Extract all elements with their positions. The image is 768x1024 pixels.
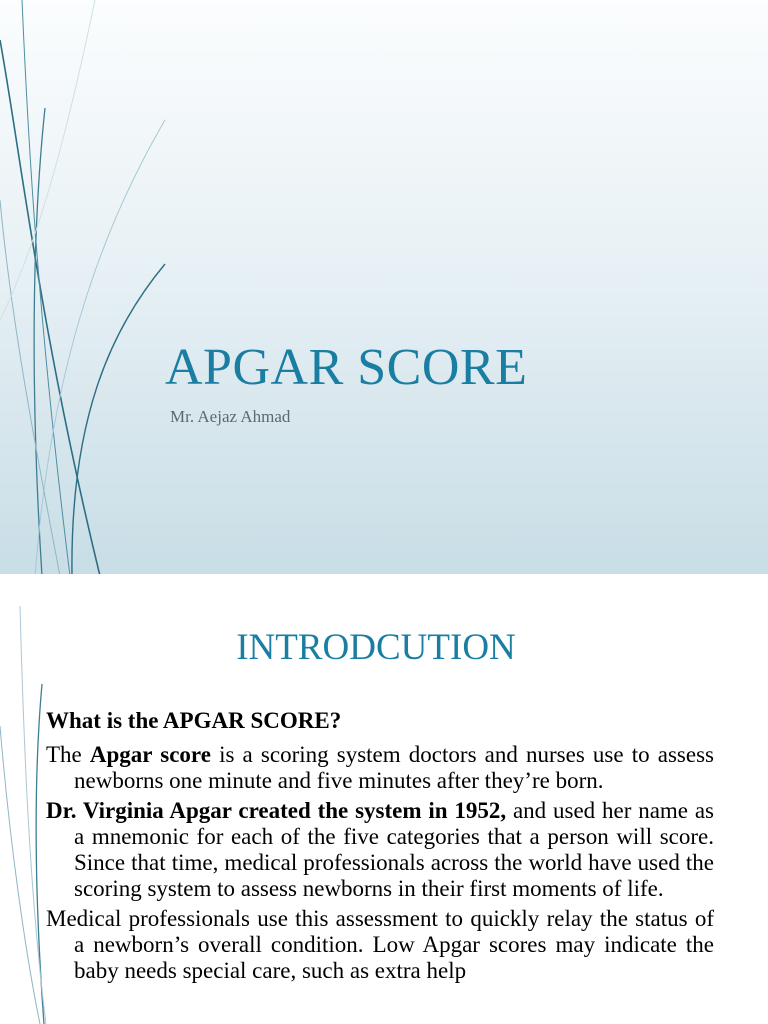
paragraph-1-bold: Apgar score <box>89 742 211 767</box>
paragraph-3: Medical professionals use this assessment to quickly relay the status of a newborn’s overall condition. Low Apgar scores may indicate the baby needs special care, such as extra help <box>46 906 714 983</box>
paragraph-1-pre: The <box>46 742 90 767</box>
swoosh-line-6 <box>0 200 60 576</box>
slide-body <box>46 708 714 988</box>
swoosh-line-3 <box>34 108 45 576</box>
paragraph-1 <box>46 742 714 794</box>
paragraph-2-post: and used her name as a mnemonic for each of the five categories that a person will score. Since that time, medical professionals across the world have used the scoring system to assess newborns in their first moments of life. <box>74 798 714 901</box>
swoosh-line-2 <box>22 0 70 576</box>
slide-author: Mr. Aejaz Ahmad <box>170 407 291 426</box>
paragraph-2 <box>46 798 714 902</box>
question-text: What is the APGAR SCORE? <box>46 708 342 733</box>
slide-heading: INTRODCUTION <box>236 627 516 668</box>
paragraph-2-bold: Dr. Virginia Apgar created the system in 1952, <box>46 798 507 823</box>
paragraph-1-post: is a scoring system doctors and nurses use to assess newborns one minute and five minutes after they’re born. <box>74 742 714 793</box>
swoosh-line-5 <box>35 120 165 576</box>
question-line <box>46 708 714 734</box>
slide-title: APGAR SCORE <box>165 339 528 396</box>
swoosh-line-1 <box>0 40 100 576</box>
introduction-slide <box>0 576 768 1024</box>
swoosh-line-7 <box>0 0 95 320</box>
decorative-swoosh-lines <box>0 0 200 576</box>
swoosh-line-4 <box>72 264 165 576</box>
swoosh-line-c <box>0 726 40 1024</box>
